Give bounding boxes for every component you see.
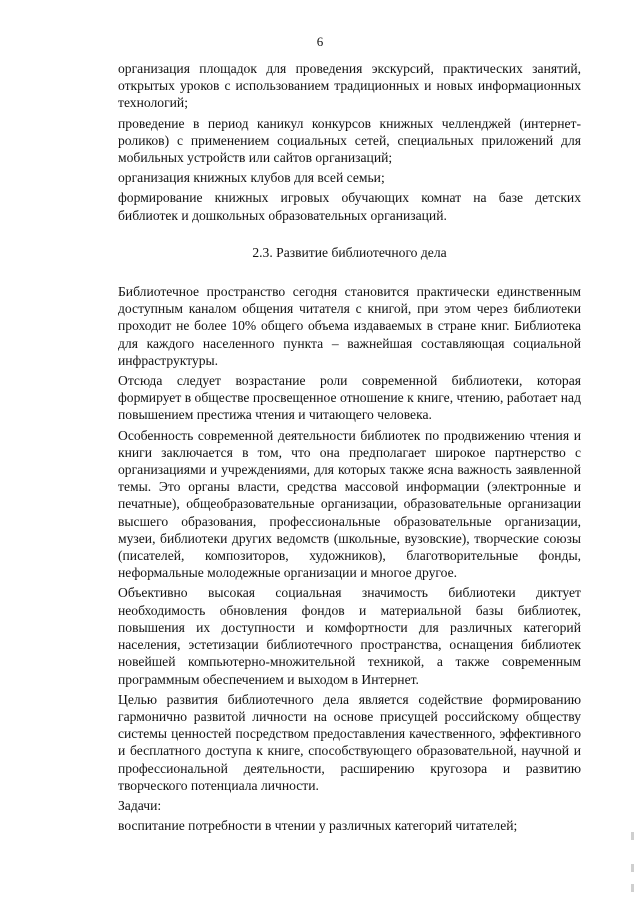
paragraph: Объективно высокая социальная значимость библиотеки диктует необходимость обновления фондов и материальной базы библиотек, повышения их доступности и комфортности для различных категорий населения, эстетизации библиотечного пространства, оснащения библиотек новейшей компьютерно-множительной техникой, а также современным программным обеспечением и выходом в Интернет.	[118, 585, 581, 687]
paragraph: Особенность современной деятельности библиотек по продвижению чтения и книги заключается в том, что она предполагает широкое партнерство с организациями и учреждениями, для которых также ясна важность заявленной темы. Это органы власти, средства массовой информации (электронные и печатные), общеобразовательные организации, образовательные организации высшего образования, профессиональные образовательные организации, музеи, библиотеки других ведомств (школьные, вузовские), творческие союзы (писателей, композиторов, художников), благотворительные фонды, неформальные молодежные организации и многое другое.	[118, 427, 581, 581]
scan-margin-mark	[631, 864, 634, 872]
paragraph: Библиотечное пространство сегодня становится практически единственным доступным каналом общения читателя с книгой, при этом через библиотеки проходит не более 10% общего объема издаваемых в стране книг. Библиотека для каждого населенного пункта – важнейшая составляющая социальной инфраструктуры.	[118, 284, 581, 368]
tasks-label: Задачи:	[118, 797, 162, 813]
scan-margin-mark	[631, 832, 634, 840]
list-item: организация площадок для проведения экскурсий, практических занятий, открытых уроков с использованием традиционных и новых информационных технологий;	[118, 61, 581, 111]
scan-margin-mark	[631, 884, 634, 892]
paragraph: Отсюда следует возрастание роли современной библиотеки, которая формирует в обществе просвещенное отношение к книге, чтению, работает над повышением престижа чтения и читающего человека.	[118, 373, 581, 423]
paragraph: Целью развития библиотечного дела является содействие формированию гармонично развитой личности на основе присущей российскому обществу системы ценностей посредством предоставления качественного, эффективного и бесплатного доступа к книге, способствующего образовательной, научной и профессиональной деятельности, расширению кругозора и развитию творческого потенциала личности.	[118, 691, 581, 793]
list-item: формирование книжных игровых обучающих комнат на базе детских библиотек и дошкольных образовательных организаций.	[118, 190, 581, 223]
list-item: воспитание потребности в чтении у различных категорий читателей;	[118, 818, 518, 834]
list-item: организация книжных клубов для всей семьи;	[118, 170, 385, 186]
page-number: 6	[316, 34, 324, 49]
list-item: проведение в период каникул конкурсов книжных челленджей (интернет-роликов) с применением социальных сетей, специальных приложений для мобильных устройств или сайтов организаций;	[118, 115, 581, 166]
page-content	[118, 60, 581, 834]
section-heading: 2.3. Развитие библиотечного дела	[252, 244, 447, 260]
